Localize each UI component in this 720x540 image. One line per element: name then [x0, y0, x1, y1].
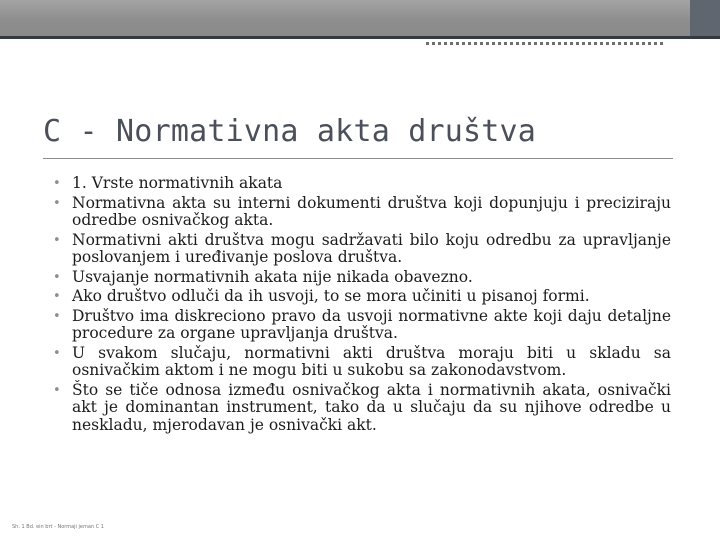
- bullet-text: Normativni akti društva mogu sadržavati bilo koju odredbu za upravljanje poslovanjem i uređivanje poslova društva.: [72, 230, 671, 266]
- slide-footer: Sh. 1 Bd. ein brt - Normaji jeman C 1: [12, 524, 104, 530]
- bullet-dot-icon: •: [53, 195, 61, 211]
- bullet-text: Ako društvo odluči da ih usvoji, to se mora učiniti u pisanoj formi.: [72, 287, 590, 305]
- bullet-item: [53, 287, 671, 306]
- bullet-item: [53, 306, 671, 343]
- bullet-text: Usvajanje normativnih akata nije nikada obavezno.: [72, 267, 473, 286]
- header-stripes-decoration: [426, 42, 666, 45]
- bullet-text: Društvo ima diskreciono pravo da usvoji normativne akte koji daju detaljne procedure za organe upravljanja društva.: [72, 306, 671, 342]
- header-corner-block: [690, 0, 720, 36]
- bullet-item: [53, 380, 671, 435]
- bullet-text: Normativna akta su interni dokumenti društva koji dopunjuju i preciziraju odredbe osnivačkog akta.: [72, 193, 671, 229]
- title-divider: [43, 158, 673, 159]
- bullet-dot-icon: •: [53, 232, 61, 248]
- slide-title: C - Normativna akta društva: [43, 114, 537, 149]
- header-accent-line: [0, 36, 720, 39]
- bullet-text: 1. Vrste normativnih akata: [72, 174, 283, 192]
- bullet-list: [53, 174, 671, 436]
- bullet-item: [53, 193, 671, 230]
- header-bar: [0, 0, 720, 36]
- bullet-item: [53, 343, 671, 380]
- bullet-item: [53, 230, 671, 267]
- bullet-item: [53, 174, 671, 193]
- bullet-text: Što se tiče odnosa između osnivačkog akta i normativnih akata, osnivački akt je dominantan instrument, tako da u slučaju da su njihove odredbe u neskladu, mjerodavan je osnivački akt.: [72, 380, 671, 434]
- bullet-dot-icon: •: [53, 269, 61, 285]
- bullet-item: [53, 267, 671, 287]
- bullet-dot-icon: •: [53, 289, 61, 304]
- bullet-text: U svakom slučaju, normativni akti društva moraju biti u skladu sa osnivačkim aktom i ne mogu biti u sukobu sa zakonodavstvom.: [72, 343, 671, 379]
- bullet-dot-icon: •: [53, 382, 61, 398]
- bullet-dot-icon: •: [53, 345, 61, 361]
- bullet-dot-icon: •: [53, 176, 61, 191]
- bullet-dot-icon: •: [53, 308, 61, 324]
